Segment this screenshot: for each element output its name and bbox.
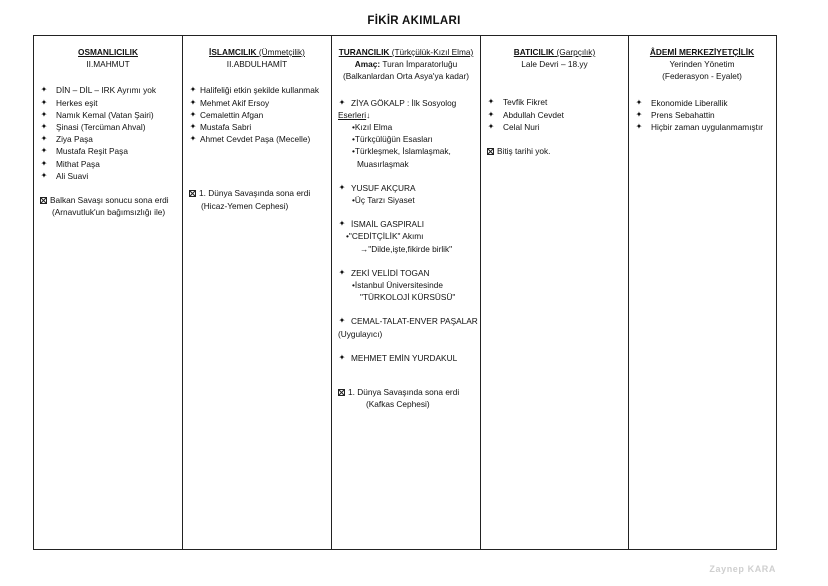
item-list <box>487 96 622 133</box>
column-header <box>189 46 325 70</box>
cross-bullet-icon: ✦ <box>189 97 197 107</box>
list-subitem: →"Dilde,işte,fikirde birlik" <box>360 243 453 254</box>
column-heading: OSMANLICILIK <box>78 47 138 57</box>
list-item: ✦ Celal Nuri <box>487 121 540 132</box>
list-item: ✦ ZEKİ VELİDİ TOGAN <box>338 267 430 278</box>
cross-bullet-icon: ✦ <box>487 121 495 131</box>
eserleri-label: Eserleri↓ <box>338 109 371 120</box>
cross-bullet-icon: ✦ <box>40 158 48 168</box>
list-subitem: Muasırlaşmak <box>357 158 409 169</box>
cross-bullet-icon: ✦ <box>40 109 48 119</box>
list-item: ✦ Halifeliği etkin şekilde kullanmak <box>189 85 319 96</box>
column-heading: İSLAMCILIK (Ümmetçilik) <box>209 47 305 57</box>
cross-bullet-icon: ✦ <box>189 109 197 119</box>
list-item: ✦ Abdullah Cevdet <box>487 109 564 120</box>
column-aim: Amaç: Turan İmparatorluğu <box>354 59 458 70</box>
cross-bullet-icon: ✦ <box>40 122 48 132</box>
cross-bullet-icon: ✦ <box>635 109 643 119</box>
cross-bullet-icon: ✦ <box>338 267 346 277</box>
column-subtitle: (Federasyon - Eyalet) <box>662 71 742 82</box>
column-turancilik <box>332 36 481 549</box>
column-aim-detail: (Balkanlardan Orta Asya'ya kadar) <box>342 71 470 82</box>
cross-bullet-icon: ✦ <box>189 134 197 144</box>
list-subitem: •Türkleşmek, İslamlaşmak, <box>352 146 451 157</box>
column-baticilik <box>481 36 629 549</box>
end-note: 1. Dünya Savaşında sona erdi (Hicaz-Yemen Cephesi) <box>189 187 325 211</box>
column-ademi-merkeziyetcilik <box>629 36 775 549</box>
cross-bullet-icon: ✦ <box>40 170 48 180</box>
arrow-down-icon: ↓ <box>366 109 371 120</box>
list-item: ✦ Herkes eşit <box>40 97 98 108</box>
list-subitem: (Uygulayıcı) <box>338 328 383 339</box>
list-item: ✦ Ekonomide Liberallik <box>635 97 728 108</box>
author-watermark: Zaynep KARA <box>709 564 776 574</box>
cross-bullet-icon: ✦ <box>635 97 643 107</box>
list-item: ✦ Tevfik Fikret <box>487 97 548 108</box>
cross-bullet-icon: ✦ <box>338 219 346 229</box>
item-list <box>189 84 325 145</box>
list-subitem: •Kızıl Elma <box>352 122 393 133</box>
boxed-x-icon <box>189 190 196 197</box>
column-header <box>40 46 176 70</box>
list-item: ✦ Şinasi (Tercüman Ahval) <box>40 122 146 133</box>
cross-bullet-icon: ✦ <box>338 97 346 107</box>
list-subitem: "TÜRKOLOJİ KÜRSÜSÜ" <box>360 292 456 303</box>
list-subitem: •Üç Tarzı Siyaset <box>352 195 415 206</box>
list-item: ✦ Mustafa Reşit Paşa <box>40 146 128 157</box>
end-note: Balkan Savaşı sonucu sona erdi (Arnavutluk'un bağımsızlığı ile) <box>40 194 176 218</box>
column-subtitle: Yerinden Yönetim <box>669 59 735 70</box>
list-item: ✦ Mithat Paşa <box>40 158 100 169</box>
item-list <box>635 97 769 134</box>
list-subitem: •İstanbul Üniversitesinde <box>352 280 443 291</box>
column-header <box>338 46 474 83</box>
cross-bullet-icon: ✦ <box>40 85 48 95</box>
page-title: FİKİR AKIMLARI <box>367 15 461 27</box>
list-item: ✦ Ali Suavi <box>40 170 89 181</box>
list-item: ✦ Cemalettin Afgan <box>189 109 264 120</box>
column-subtitle: II.MAHMUT <box>86 59 130 70</box>
column-subtitle: II.ABDULHAMİT <box>226 59 288 70</box>
cross-bullet-icon: ✦ <box>40 146 48 156</box>
cross-bullet-icon: ✦ <box>40 97 48 107</box>
column-header <box>487 46 622 70</box>
list-item: ✦ Mustafa Sabri <box>189 122 252 133</box>
list-item: ✦ ZİYA GÖKALP : İlk Sosyolog <box>338 97 457 108</box>
list-item: ✦ Ziya Paşa <box>40 134 93 145</box>
item-list <box>40 84 176 182</box>
list-subitem: •Türkçülüğün Esasları <box>352 134 433 145</box>
list-subitem: •"CEDİTÇİLİK" Akımı <box>346 231 424 242</box>
column-heading: TURANCILIK (Türkçülük-Kızıl Elma) <box>338 47 474 57</box>
list-item: ✦ CEMAL-TALAT-ENVER PAŞALAR <box>338 316 478 327</box>
cross-bullet-icon: ✦ <box>487 109 495 119</box>
cross-bullet-icon: ✦ <box>189 122 197 132</box>
boxed-x-icon <box>487 148 494 155</box>
ideologies-table <box>33 35 777 550</box>
boxed-x-icon <box>40 197 47 204</box>
item-list <box>338 97 478 364</box>
column-osmanlicilik <box>34 36 183 549</box>
cross-bullet-icon: ✦ <box>487 97 495 107</box>
cross-bullet-icon: ✦ <box>635 122 643 132</box>
list-item: ✦ Mehmet Akif Ersoy <box>189 97 270 108</box>
cross-bullet-icon: ✦ <box>40 134 48 144</box>
column-islamcilik <box>183 36 332 549</box>
list-item: ✦ YUSUF AKÇURA <box>338 182 416 193</box>
column-heading: BATICILIK (Garpçılık) <box>513 47 596 57</box>
list-item: ✦ Ahmet Cevdet Paşa (Mecelle) <box>189 134 311 145</box>
end-note: Bitiş tarihi yok. <box>487 145 622 157</box>
cross-bullet-icon: ✦ <box>189 85 197 95</box>
cross-bullet-icon: ✦ <box>338 352 346 362</box>
list-item: ✦ DİN – DİL – IRK Ayrımı yok <box>40 85 157 96</box>
list-item: ✦ İSMAİL GASPIRALI <box>338 219 425 230</box>
column-subtitle: Lale Devri – 18.yy <box>521 59 588 70</box>
list-item: ✦ MEHMET EMİN YURDAKUL <box>338 352 458 363</box>
cross-bullet-icon: ✦ <box>338 316 346 326</box>
column-header <box>635 46 769 83</box>
cross-bullet-icon: ✦ <box>338 182 346 192</box>
list-item: ✦ Hiçbir zaman uygulanmamıştır <box>635 122 764 133</box>
end-note: 1. Dünya Savaşında sona erdi (Kafkas Cephesi) <box>338 386 474 410</box>
list-item: ✦ Prens Sebahattin <box>635 109 715 120</box>
column-heading: ÂDEMİ MERKEZİYETÇİLİK <box>649 47 755 57</box>
list-item: ✦ Namık Kemal (Vatan Şairi) <box>40 109 154 120</box>
boxed-x-icon <box>338 389 345 396</box>
